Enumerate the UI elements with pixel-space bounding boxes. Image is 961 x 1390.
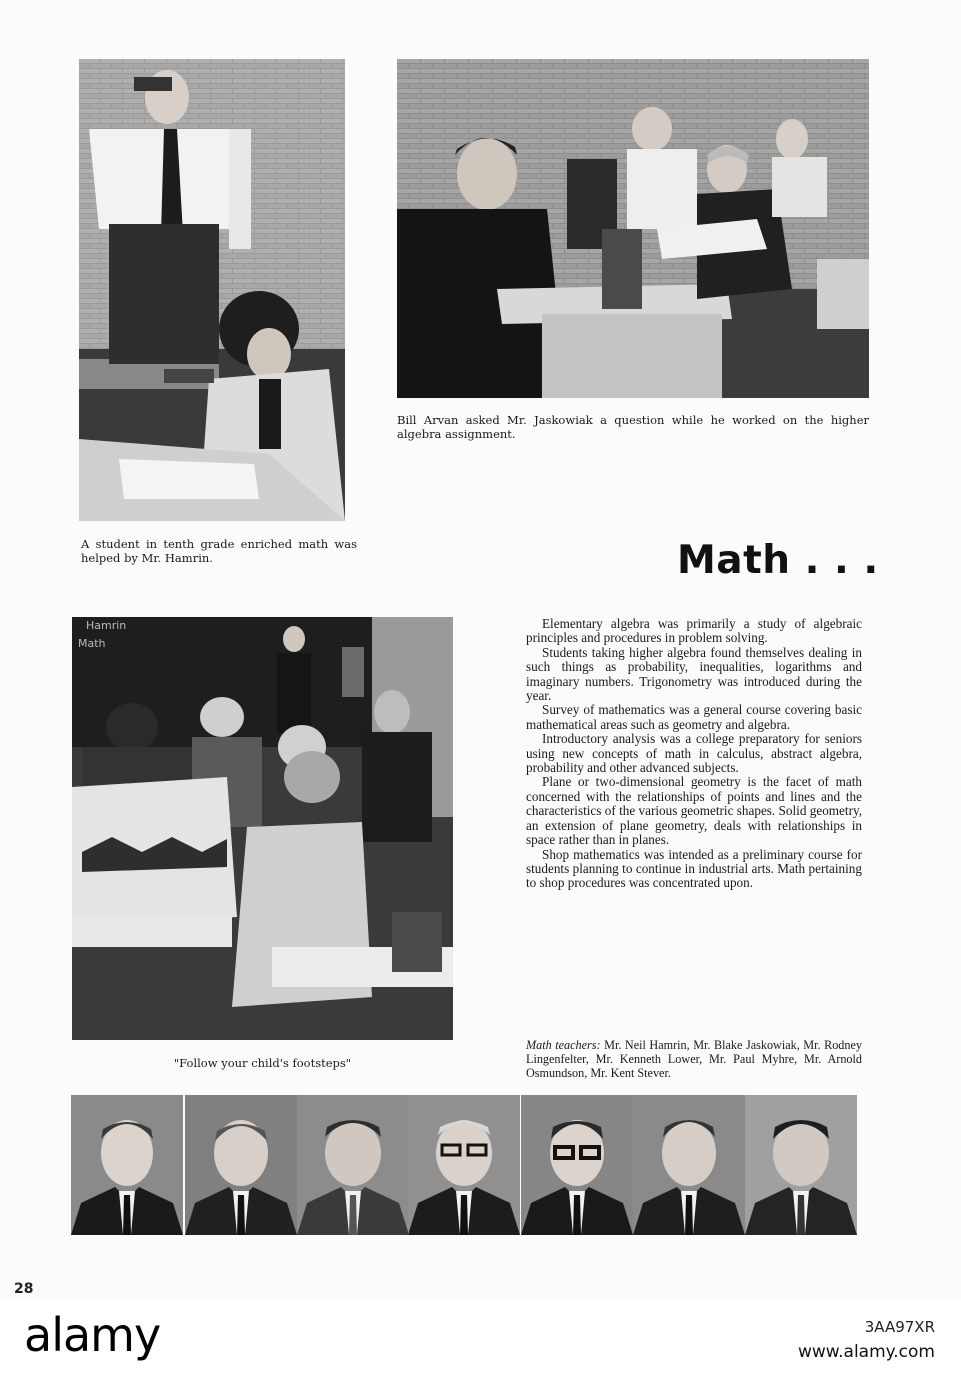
site-url: www.alamy.com	[797, 1342, 935, 1362]
board-text-math: Math	[78, 637, 106, 650]
teachers-names: Mr. Neil Hamrin, Mr. Blake Jaskowiak, Mr. Rodney Lingenfelter, Mr. Kenneth Lower, Mr. Paul Myhre, Mr. Arnold Osmundson, Mr. Kent Stever.	[526, 1038, 862, 1080]
board-text-hamrin: Hamrin	[86, 619, 127, 632]
image-id: 3AA97XR	[864, 1318, 935, 1336]
photo-teacher-helping-student	[79, 59, 345, 521]
photo2-caption: Bill Arvan asked Mr. Jaskowiak a question while he worked on the higher algebra assignment.	[397, 413, 869, 441]
teachers-list	[526, 1038, 862, 1080]
photo-parents-night	[72, 617, 453, 1040]
photo3-caption: "Follow your child's footsteps"	[173, 1056, 352, 1070]
paragraph-introductory-analysis: Introductory analysis was a college preparatory for seniors using new concepts of math in calculus, abstract algebra, probability and other advanced subjects.	[526, 731, 862, 776]
teacher-portrait	[185, 1095, 297, 1235]
paragraph-higher-algebra: Students taking higher algebra found themselves dealing in such things as probability, inequalities, logarithms and imaginary numbers. Trigonometry was introduced during the year.	[526, 644, 862, 704]
alamy-logo: alamy	[24, 1308, 161, 1362]
teacher-portrait	[521, 1095, 633, 1235]
photo-student-asking-question	[397, 59, 869, 398]
section-heading: Math . . .	[677, 538, 879, 583]
paragraph-elementary-algebra: Elementary algebra was primarily a study of algebraic principles and procedures in problem solving.	[526, 616, 862, 646]
photo1-caption: A student in tenth grade enriched math was helped by Mr. Hamrin.	[81, 537, 357, 565]
teacher-portrait	[633, 1095, 745, 1235]
teachers-label: Math teachers:	[526, 1038, 601, 1052]
paragraph-survey: Survey of mathematics was a general course covering basic mathematical areas such as geometry and algebra.	[526, 702, 862, 732]
teacher-portrait	[408, 1095, 520, 1235]
paragraph-shop-math: Shop mathematics was intended as a preliminary course for students planning to continue in industrial arts. Math pertaining to shop procedures was concentrated upon.	[526, 846, 862, 891]
page-number: 28	[14, 1281, 34, 1297]
article-body	[526, 617, 862, 891]
teacher-portrait	[297, 1095, 409, 1235]
paragraph-geometry: Plane or two-dimensional geometry is the facet of math concerned with the relationships of points and lines and the characteristics of the various geometric shapes. Solid geometry, an extension of plane geometry, deals with relationships in space rather than in planes.	[526, 774, 862, 848]
teacher-portrait	[71, 1095, 183, 1235]
footer-info	[798, 1318, 935, 1362]
teacher-portrait	[745, 1095, 857, 1235]
